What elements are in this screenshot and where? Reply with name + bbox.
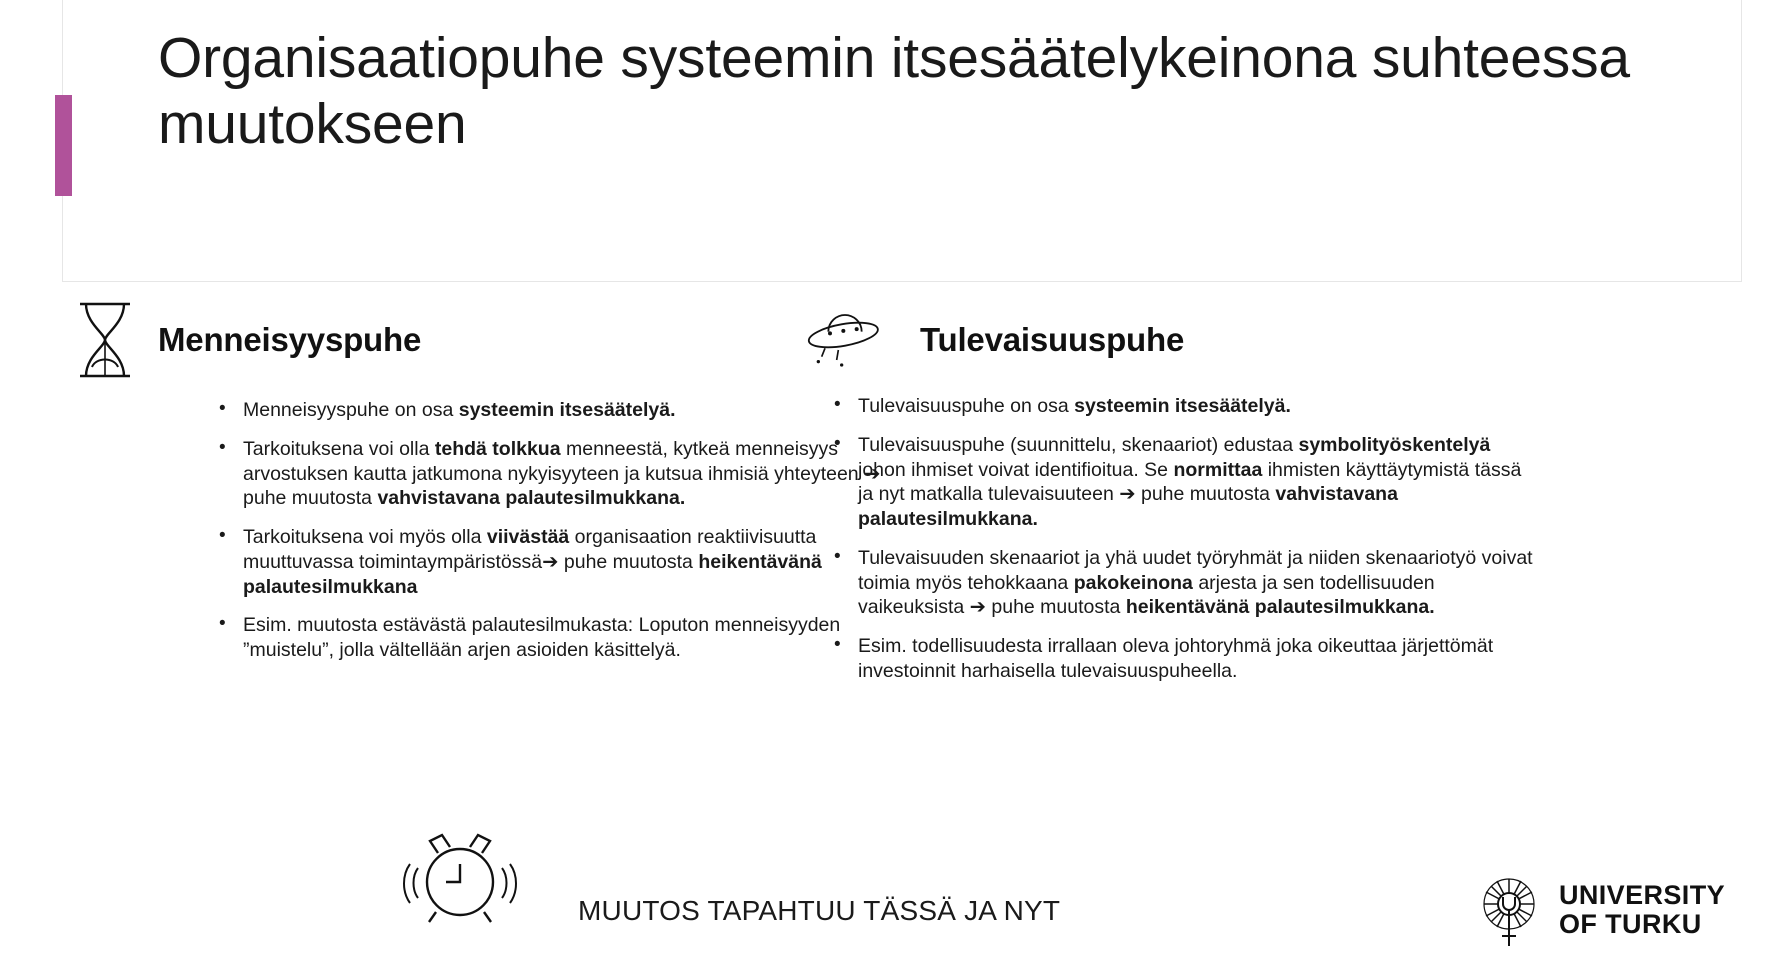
list-item: • Esim. todellisuudesta irrallaan oleva johtoryhmä joka oikeuttaa järjettömät investoinnit harhaisella tulevaisuuspuheella. <box>820 634 1540 684</box>
column-title-left: Menneisyyspuhe <box>158 321 422 358</box>
logo-line-1: UNIVERSITY <box>1558 879 1725 910</box>
alarm-clock-icon <box>400 820 520 930</box>
column-header-left <box>60 300 860 380</box>
hourglass-icon <box>60 300 150 380</box>
university-logo-text <box>1559 881 1725 939</box>
column-header-right <box>800 300 1670 380</box>
list-item: • Menneisyyspuhe on osa systeemin itsesäätelyä. <box>205 398 895 423</box>
bullet-list-right <box>820 394 1540 684</box>
column-title-right: Tulevaisuuspuhe <box>920 321 1185 358</box>
list-item: • Tarkoituksena voi olla tehdä tolkkua menneestä, kytkeä menneisyys arvostuksen kautta jatkumona nykyisyyteen ja kutsua ihmisiä yhteyteen ➔ puhe muutosta vahvistavana palautesilmukkana. <box>205 437 895 511</box>
list-item: • Tulevaisuuspuhe on osa systeemin itsesäätelyä. <box>820 394 1540 419</box>
title-accent-bar <box>55 95 72 196</box>
ufo-icon <box>800 300 890 380</box>
column-tulevaisuuspuhe <box>800 300 1670 698</box>
column-menneisyyspuhe <box>60 300 881 677</box>
footer-text: MUUTOS TAPAHTUU TÄSSÄ JA NYT <box>578 895 1061 926</box>
list-item: • Tulevaisuuspuhe (suunnittelu, skenaariot) edustaa symbolityöskentelyä johon ihmiset voivat identifioitua. Se normittaa ihmisten käyttäytymistä tässä ja nyt matkalla tulevaisuuteen ➔ puhe muutosta vahvistavana palautesilmukkana. <box>820 433 1540 532</box>
list-item: • Esim. muutosta estävästä palautesilmukasta: Loputon menneisyyden ”muistelu”, jolla vältellään arjen asioiden käsittelyä. <box>205 613 895 663</box>
bullet-wrap-left <box>205 398 895 663</box>
university-of-turku-crest-icon <box>1473 870 1545 950</box>
university-logo <box>1473 870 1725 950</box>
list-item: • Tulevaisuuden skenaariot ja yhä uudet työryhmät ja niiden skenaariotyö voivat toimia myös tehokkaana pakokeinona arjesta ja sen todellisuuden vaikeuksista ➔ puhe muutosta heikentävänä palautesilmukkana. <box>820 546 1540 620</box>
logo-line-2: OF TURKU <box>1558 909 1702 939</box>
page-title: Organisaatiopuhe systeemin itsesäätelykeinona suhteessa muutokseen <box>158 26 1630 157</box>
bullet-wrap-right <box>820 394 1540 684</box>
bullet-list-left <box>205 398 895 663</box>
list-item: • Tarkoituksena voi myös olla viivästää organisaation reaktiivisuutta muuttuvassa toimintaympäristössä➔ puhe muutosta heikentävänä palautesilmukkana <box>205 525 895 599</box>
